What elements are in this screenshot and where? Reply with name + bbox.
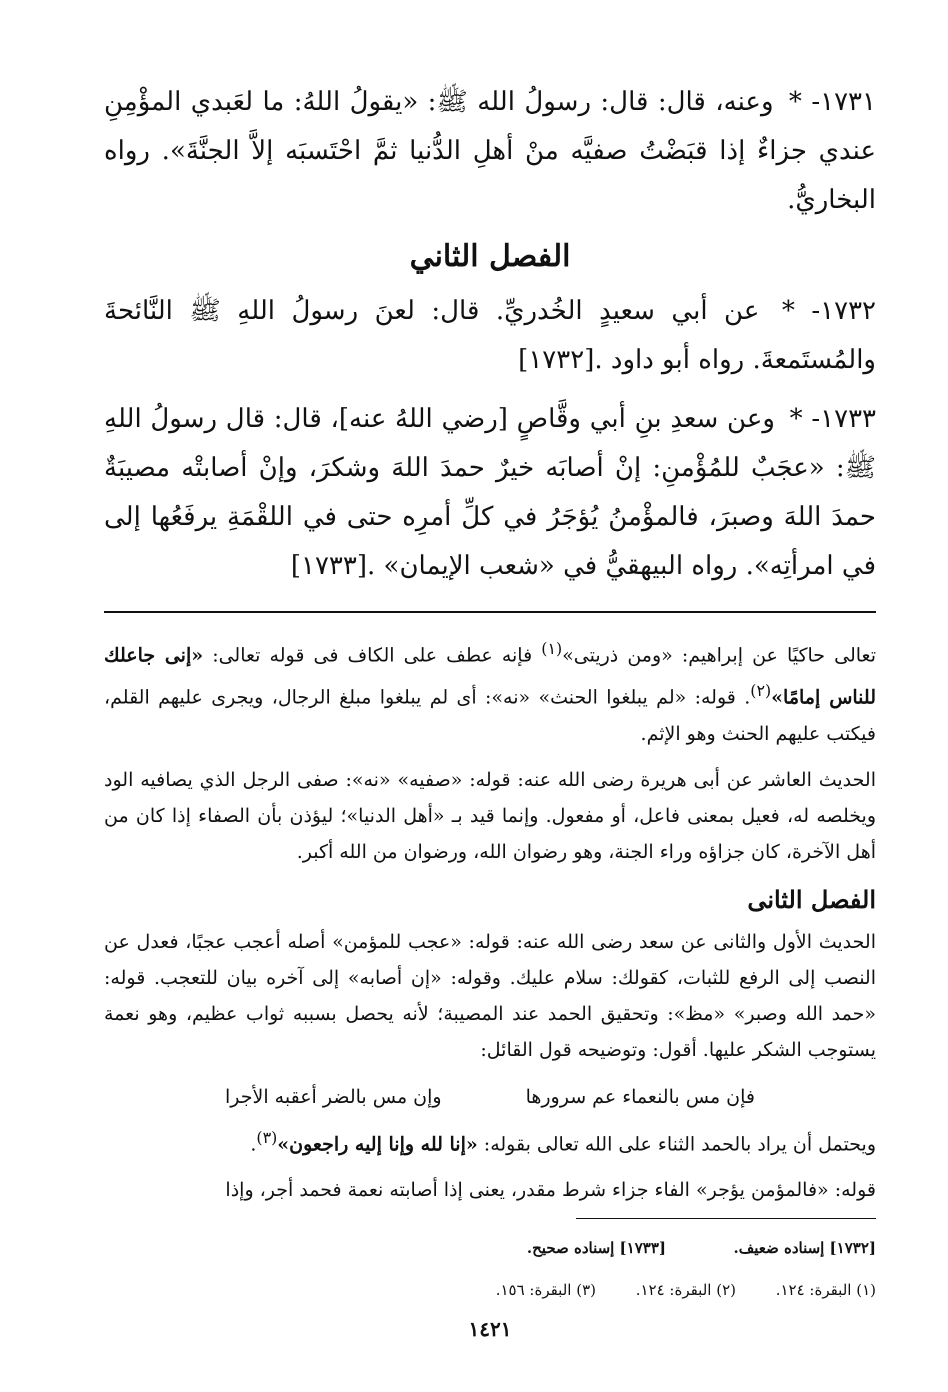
footnote-marker: (١) <box>541 639 563 658</box>
footnote-ref-3: (٣) البقرة: ١٥٦. <box>495 1280 596 1299</box>
footnote-grade-1733: [١٧٣٣] إسناده صحيح. <box>526 1238 666 1257</box>
hadith-number: ١٧٣٣- * <box>789 404 876 434</box>
hadith-text: وعنه، قال: قال: رسولُ الله ﷺ: «يقولُ اللهُ: ما لعَبدي المؤْمِنِ عندي جزاءٌ إذا قبَضْتُ صفيَّه منْ أهلِ الدُّنيا ثمَّ احْتَسبَه إلاَّ الجنَّةَ». رواه البخاريُّ. <box>104 87 876 215</box>
commentary-text: . قوله: «لم يبلغوا الحنث» «نه»: أى لم يبلغوا مبلغ الرجال، ويجرى عليهم القلم، فيكتب عليهم الحنث وهو الإثم. <box>104 686 876 745</box>
commentary-divider <box>104 611 876 613</box>
commentary-text: فإنه عطف على الكاف فى قوله تعالى: <box>203 644 542 667</box>
footnote-grade-1732: [١٧٣٢] إسناده ضعيف. <box>733 1238 876 1257</box>
commentary-text: ويحتمل أن يراد بالحمد الثناء على الله تعالى بقوله: <box>477 1132 876 1155</box>
hadith-number: ١٧٣١- * <box>788 87 876 117</box>
quran-quote: «إنا لله وإنا إليه راجعون» <box>277 1132 478 1155</box>
hadith-1733 <box>104 395 876 591</box>
quran-quote: «إنى جاعلك للناس إمامًا» <box>104 644 876 709</box>
footnote-references <box>104 1275 876 1305</box>
chapter-title-main: الفصل الثاني <box>409 239 571 274</box>
commentary-paragraph-1 <box>104 631 876 752</box>
commentary-text: . <box>250 1132 257 1155</box>
verse-first-hemistich: فإن مس بالنعماء عم سرورها <box>525 1085 755 1108</box>
hadith-1731 <box>104 78 876 225</box>
footnote-divider <box>576 1218 876 1219</box>
footnote-ref-1: (١) البقرة: ١٢٤. <box>775 1280 876 1299</box>
commentary-paragraph-4 <box>104 1120 876 1162</box>
hadith-text: عن أبي سعيدٍ الخُدريِّ. قال: لعنَ رسولُ اللهِ ﷺ النَّائحةَ والمُستَمعةَ. رواه أبو داود .[١٧٣٢] <box>104 296 876 375</box>
commentary-text: تعالى حاكيًا عن إبراهيم: «ومن ذريتى» <box>562 644 876 667</box>
commentary-paragraph-3: الحديث الأول والثانى عن سعد رضى الله عنه: قوله: «عجب للمؤمن» أصله أعجب عجبًا، فعدل عن النصب إلى الرفع للثبات، كقولك: سلام عليك. وقوله: «إن أصابه» إلى آخره بيان للتعجب. قوله: «حمد الله وصبر» «مظ»: وتحقيق الحمد عند المصيبة؛ لأنه يحصل بسببه ثواب عظيم، وهو نعمة يستوجب الشكر عليها. أقول: وتوضيحه قول القائل: <box>104 930 876 1061</box>
commentary-paragraph-5: قوله: «فالمؤمن يؤجر» الفاء جزاء شرط مقدر، يعنى إذا أصابته نعمة فحمد أجر، وإذا <box>225 1178 876 1201</box>
hadith-text: وعن سعدِ بنِ أبي وقَّاصٍ [رضي اللهُ عنه]، قال: قال رسولُ اللهِ ﷺ: «عجَبٌ للمُؤْمنِ: إنْ أصابَه خيرٌ حمدَ اللهَ وشكرَ، وإنْ أصابتْه مصيبَةٌ حمدَ اللهَ وصبرَ، فالمؤْمنُ يُؤجَرُ في كلِّ أمرِه حتى في اللقْمَةِ يرفَعُها إلى في امرأتِه». رواه البيهقيُّ في «شعب الإيمان» .[١٧٣٣] <box>104 404 876 581</box>
footnote-grades <box>104 1233 876 1263</box>
chapter-title-commentary: الفصل الثانى <box>747 884 876 914</box>
verse-second-hemistich: وإن مس بالضر أعقبه الأجرا <box>225 1085 442 1108</box>
page-number: ١٤٢١ <box>468 1316 512 1341</box>
commentary-paragraph-2: الحديث العاشر عن أبى هريرة رضى الله عنه: قوله: «صفيه» «نه»: صفى الرجل الذي يصافيه الود ويخلصه له، فعيل بمعنى فاعل، أو مفعول. وإنما قيد بـ «أهل الدنيا»؛ ليؤذن بأن الصفاء إذا كان من أهل الآخرة، كان جزاؤه وراء الجنة، وهو رضوان الله، ورضوان من الله أكبر. <box>104 768 876 863</box>
footnote-marker: (٣) <box>256 1127 278 1147</box>
footnote-marker: (٢) <box>750 681 772 701</box>
hadith-1732 <box>104 287 876 385</box>
footnote-ref-2: (٢) البقرة: ١٢٤. <box>635 1280 736 1299</box>
poetry-verse <box>104 1078 876 1116</box>
hadith-number: ١٧٣٢- * <box>781 296 876 326</box>
